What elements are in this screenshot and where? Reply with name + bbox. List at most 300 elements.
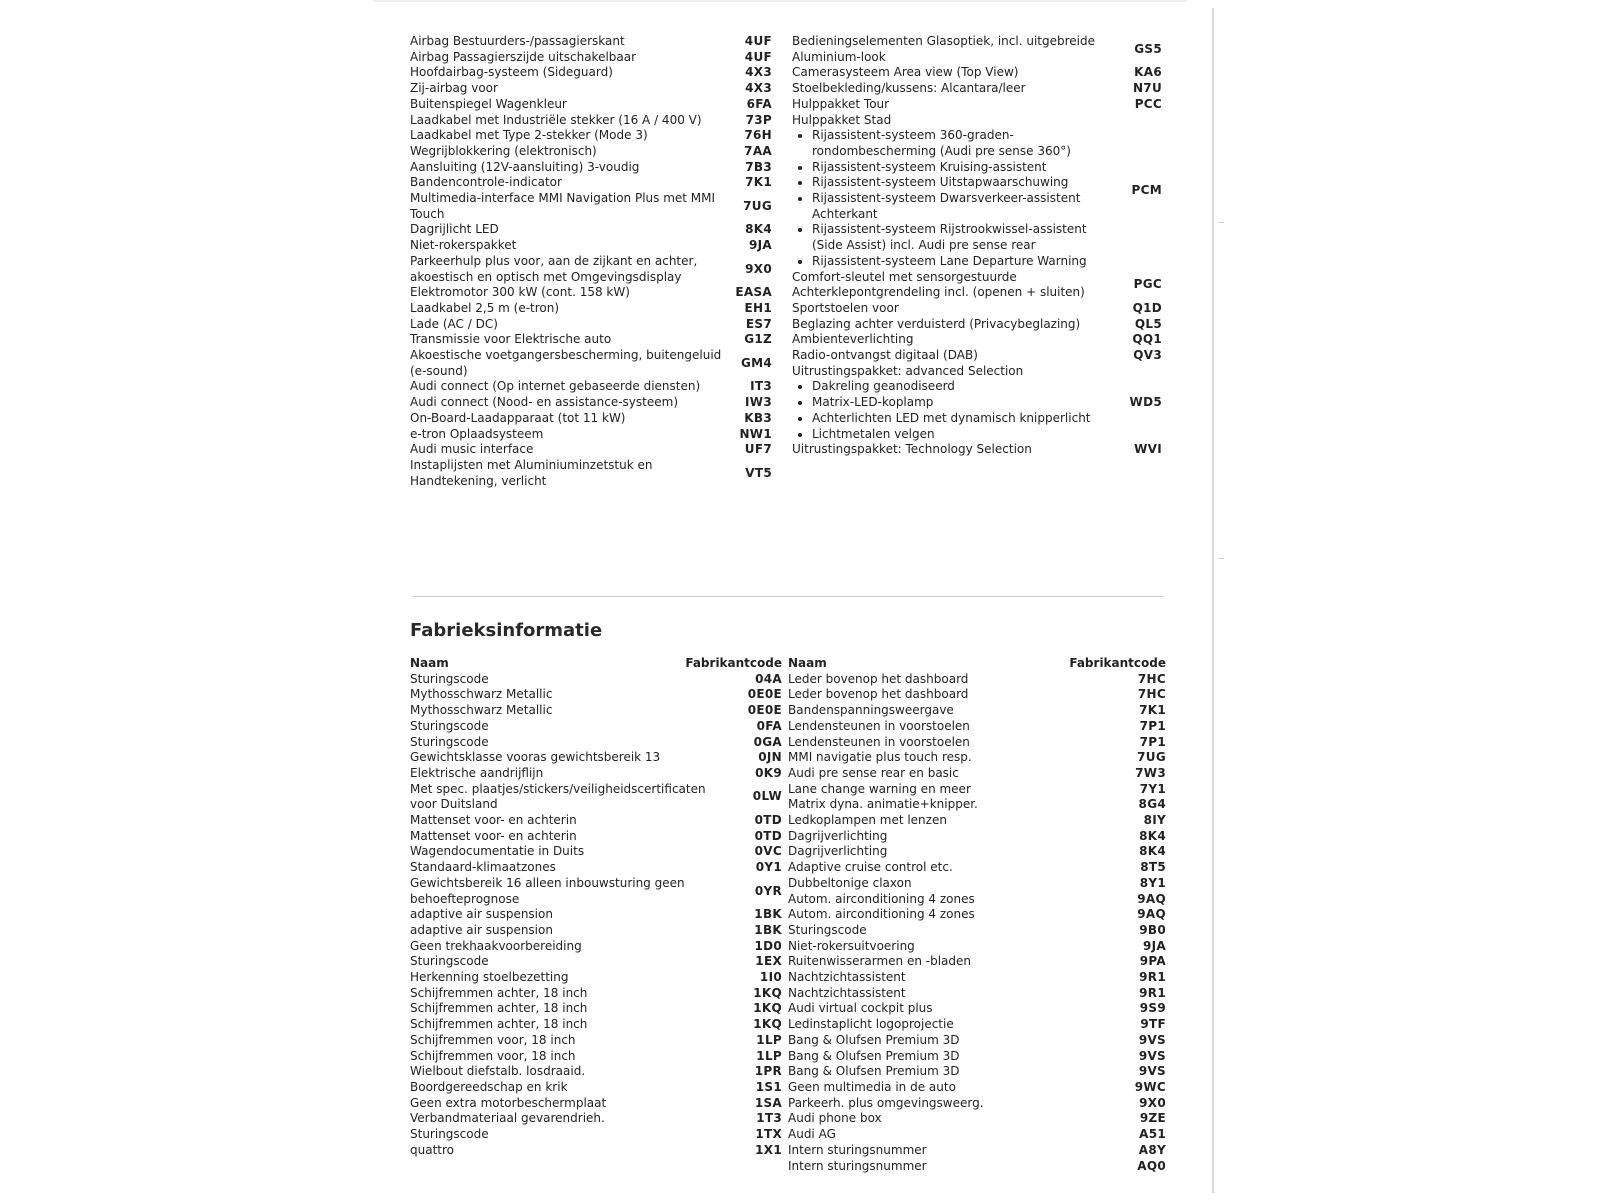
option-text: Hulppakket Tour [792,96,890,111]
option-text: Airbag Passagierszijde uitschakelbaar [410,49,637,64]
manufacturer-code: 9R1 [1139,985,1166,1000]
table-row [788,1064,1166,1080]
option-row [410,254,772,285]
header-name: Naam [410,656,449,670]
manufacturer-code: 8T5 [1140,860,1166,875]
option-code: 9X0 [745,261,772,276]
option-code: 7B3 [745,159,772,174]
option-row [410,411,772,427]
table-row [788,923,1166,939]
manufacturer-code: 9AQ [1137,907,1166,922]
option-code: 7K1 [745,175,772,190]
part-name: Lendensteunen in voorstoelen [788,734,970,749]
manufacturer-code: 7K1 [1139,703,1166,718]
option-code: QL5 [1134,316,1162,331]
part-name: Nachtzichtassistent [788,985,906,1000]
option-text: Sportstoelen voor [792,300,899,315]
option-text: Wegrijblokkering (elektronisch) [410,143,597,158]
option-code: 8K4 [745,222,772,237]
table-row [410,1033,782,1049]
option-name [792,270,1112,301]
option-row [792,65,1162,81]
part-name: Met spec. plaatjes/stickers/veiligheidscertificaten voor Duitsland [410,781,706,812]
part-name: Dubbeltonige claxon [788,875,912,890]
part-name: Parkeerh. plus omgevingsweerg. [788,1095,984,1110]
option-code: 9JA [748,238,772,253]
option-code: KA6 [1134,65,1162,80]
option-code: VT5 [745,465,772,480]
table-row [410,1127,782,1143]
option-text: Uitrustingspakket: advanced Selection [792,363,1024,378]
part-name: MMI navigatie plus touch resp. [788,750,972,765]
option-text: Hulppakket Stad [792,112,892,127]
table-row [410,1001,782,1017]
part-name: Wagendocumentatie in Duits [410,844,585,859]
manufacturer-code: 0JN [758,750,782,765]
manufacturer-code: 9S9 [1139,1001,1166,1016]
table-row [788,782,1166,798]
manufacturer-code: 0Y1 [755,860,782,875]
manufacturer-code: 1I0 [759,970,782,985]
table-row [788,892,1166,908]
table-row [410,860,782,876]
part-name: Intern sturingsnummer [788,1158,927,1173]
option-text: Multimedia-interface MMI Navigation Plus met MMI Touch [410,191,716,221]
option-code: 7UG [743,198,772,213]
table-row [788,1111,1166,1127]
table-row [788,766,1166,782]
option-code: 76H [744,128,772,143]
manufacturer-code: 9TF [1140,1017,1166,1032]
option-row [410,65,772,81]
manufacturer-code: 9X0 [1139,1095,1166,1110]
part-name: Mattenset voor- en achterin [410,813,577,828]
manufacturer-code: 9R1 [1139,970,1166,985]
part-name: Schijfremmen voor, 18 inch [410,1032,576,1047]
manufacturer-code: 1BK [754,922,782,937]
option-row [792,34,1162,65]
option-row [410,160,772,176]
manufacturer-code: 7W3 [1135,765,1166,780]
option-name [410,254,732,285]
option-text: Airbag Bestuurders-/passagierskant [410,34,625,48]
manufacturer-code: 0FA [756,718,782,733]
factory-table-right [788,656,1166,1174]
part-name: Elektrische aandrijflijn [410,765,544,780]
manufacturer-code: 0TD [754,813,782,828]
option-code: 73P [745,112,772,127]
option-code: Q1D [1132,300,1162,315]
manufacturer-code: 1KQ [753,1017,782,1032]
part-name: Lendensteunen in voorstoelen [788,718,970,733]
option-row [410,442,772,458]
option-code: GM4 [740,355,772,370]
part-name: Bandenspanningsweergave [788,703,954,718]
option-name [410,160,732,176]
option-sublist [792,379,1104,442]
part-name: adaptive air suspension [410,907,553,922]
manufacturer-code: 1EX [755,954,782,969]
manufacturer-code: 0LW [752,789,782,804]
manufacturer-code: 9WC [1134,1079,1166,1094]
factory-info-title: Fabrieksinformatie [410,620,603,641]
manufacturer-code: 7HC [1137,687,1166,702]
table-row [788,1017,1166,1033]
option-row [410,332,772,348]
table-row [788,876,1166,892]
table-row [410,1080,782,1096]
document-sheet [406,28,1166,1200]
table-header [410,656,782,672]
table-row [788,844,1166,860]
option-row [410,348,772,379]
manufacturer-code: 1PR [754,1064,782,1079]
option-row [792,270,1162,301]
part-name: Gewichtsklasse vooras gewichtsbereik 13 [410,750,661,765]
part-name: Autom. airconditioning 4 zones [788,907,975,922]
option-row [410,317,772,333]
part-name: adaptive air suspension [410,922,553,937]
table-row [788,1143,1166,1159]
option-text: Zij-airbag voor [410,81,498,96]
manufacturer-code: 1D0 [754,938,782,953]
part-name: Dagrijverlichting [788,828,888,843]
option-text: Comfort-sleutel met sensorgestuurde Achterklepontgrendeling incl. (openen + sluiten) [792,269,1085,300]
option-name [410,191,732,222]
option-subitem: • Dakreling geanodiseerd [812,379,1104,395]
manufacturer-code: 7HC [1137,671,1166,686]
part-name: Leder bovenop het dashboard [788,687,969,702]
table-row [788,970,1166,986]
option-text: Audi connect (Op internet gebaseerde diensten) [410,379,701,394]
manufacturer-code: 9ZE [1139,1111,1166,1126]
option-code: PGC [1133,277,1162,292]
option-code: WVI [1134,442,1162,457]
option-text: Elektromotor 300 kW (cont. 158 kW) [410,285,630,300]
manufacturer-code: 1KQ [753,1001,782,1016]
manufacturer-code: 9AQ [1137,891,1166,906]
manufacturer-code: 1SA [754,1095,782,1110]
option-name [410,442,732,458]
page-edge-mark [1218,222,1224,223]
option-text: Uitrustingspakket: Technology Selection [792,442,1032,457]
option-name [410,411,732,427]
part-name: Lane change warning en meer [788,781,971,796]
option-name [410,97,732,113]
manufacturer-code: 7UG [1137,750,1166,765]
table-row [410,1096,782,1112]
option-name [410,113,732,129]
option-code: QV3 [1133,348,1162,363]
header-name: Naam [788,656,827,670]
option-subitem: • Rijassistent-systeem Kruising-assistent [812,160,1104,176]
part-name: quattro [410,1142,454,1157]
option-code: 4UF [744,49,772,64]
option-name [792,301,1112,317]
table-row [788,1127,1166,1143]
part-name: Schijfremmen voor, 18 inch [410,1048,576,1063]
option-row [792,81,1162,97]
part-name: Matrix dyna. animatie+knipper. [788,797,978,812]
manufacturer-code: 9PA [1139,954,1166,969]
option-name [410,301,732,317]
manufacturer-code: 0E0E [747,687,782,702]
table-row [410,687,782,703]
part-name: Bang & Olufsen Premium 3D [788,1048,960,1063]
option-text: Bedieningselementen Glasoptiek, incl. uitgebreide Aluminium-look [792,34,1095,64]
part-name: Bang & Olufsen Premium 3D [788,1064,960,1079]
options-list-left [410,34,772,489]
table-row [410,876,782,907]
part-name: Schijfremmen achter, 18 inch [410,1017,588,1032]
option-subitem: • Rijassistent-systeem Lane Departure Warning [812,254,1104,270]
manufacturer-code: 04A [755,671,782,686]
option-subitem: • Rijassistent-systeem Uitstapwaarschuwing [812,175,1104,191]
table-row [410,782,782,813]
option-row [792,301,1162,317]
option-code: PCM [1131,183,1162,198]
option-row [410,175,772,191]
option-code: N7U [1132,81,1162,96]
option-row [792,317,1162,333]
manufacturer-code: 8G4 [1138,797,1166,812]
option-row [410,238,772,254]
option-name [410,395,732,411]
manufacturer-code: 0E0E [747,703,782,718]
manufacturer-code: 9B0 [1139,922,1166,937]
options-list-right [792,34,1162,458]
option-code: KB3 [744,410,772,425]
option-code: WD5 [1129,395,1162,410]
table-row [788,797,1166,813]
option-name [410,285,732,301]
option-subitem: • Matrix-LED-koplamp [812,395,1104,411]
option-code: G1Z [744,332,772,347]
table-row [410,703,782,719]
option-code: IT3 [750,379,772,394]
option-name [410,317,732,333]
option-row [410,97,772,113]
option-text: e-tron Oplaadsysteem [410,426,544,441]
option-text: Aansluiting (12V-aansluiting) 3-voudig [410,159,640,174]
part-name: Verbandmateriaal gevarendrieh. [410,1111,605,1126]
option-text: Laadkabel 2,5 m (e-tron) [410,300,560,315]
part-name: Bang & Olufsen Premium 3D [788,1032,960,1047]
manufacturer-code: 0TD [754,828,782,843]
manufacturer-code: 0K9 [755,765,782,780]
option-text: Laadkabel met Type 2-stekker (Mode 3) [410,128,648,143]
manufacturer-code: 0GA [753,734,782,749]
table-row [410,672,782,688]
option-name [410,81,732,97]
option-text: Parkeerhulp plus voor, aan de zijkant en achter, akoestisch en optisch met Omgevingsdisplay [410,253,698,284]
option-row [410,458,772,489]
option-row [410,191,772,222]
option-name [410,379,732,395]
manufacturer-code: 1KQ [753,985,782,1000]
manufacturer-code: 8Y1 [1139,875,1166,890]
part-name: Schijfremmen achter, 18 inch [410,1001,588,1016]
part-name: Leder bovenop het dashboard [788,671,969,686]
option-subitem: • Rijassistent-systeem Dwarsverkeer-assistent Achterkant [812,191,1104,222]
option-subitem: • Achterlichten LED met dynamisch knipperlicht [812,411,1104,427]
part-name: Geen trekhaakvoorbereiding [410,938,582,953]
option-text: Audi music interface [410,442,534,457]
option-text: Audi connect (Nood- en assistance-systeem) [410,395,679,410]
option-row [410,395,772,411]
option-row [410,285,772,301]
option-code: 4X3 [745,81,772,96]
option-text: Hoofdairbag-systeem (Sideguard) [410,65,613,80]
table-row [410,1111,782,1127]
option-text: Radio-ontvangst digitaal (DAB) [792,348,978,363]
table-row [788,1033,1166,1049]
option-text: Beglazing achter verduisterd (Privacybeglazing) [792,316,1081,331]
table-row [788,829,1166,845]
part-name: Wielbout diefstalb. losdraaid. [410,1064,586,1079]
option-text: On-Board-Laadapparaat (tot 11 kW) [410,410,626,425]
table-row [410,1049,782,1065]
option-row [792,332,1162,348]
option-code: 4UF [744,34,772,48]
table-row [410,750,782,766]
table-row [788,939,1166,955]
option-name [792,81,1112,97]
table-header [788,656,1166,672]
option-text: Lade (AC / DC) [410,316,498,331]
part-name: Standaard-klimaatzones [410,860,556,875]
part-name: Audi pre sense rear en basic [788,765,959,780]
manufacturer-code: 1BK [754,907,782,922]
part-name: Audi AG [788,1127,836,1142]
page-edge-mark [1218,558,1224,559]
manufacturer-code: AQ0 [1137,1158,1166,1173]
option-code: PCC [1134,96,1162,111]
option-code: GS5 [1134,41,1162,56]
option-row [792,348,1162,364]
option-name [410,332,732,348]
option-name [410,144,732,160]
manufacturer-code: 9JA [1142,938,1166,953]
part-name: Sturingscode [410,734,489,749]
option-code: 7AA [744,143,772,158]
part-name: Adaptive cruise control etc. [788,860,953,875]
table-row [410,1143,782,1159]
option-text: Niet-rokerspakket [410,238,517,253]
option-code: ES7 [745,316,772,331]
option-row [410,34,772,50]
option-name [410,458,732,489]
option-code: 6FA [746,96,772,111]
part-name: Herkenning stoelbezetting [410,970,569,985]
manufacturer-code: 1LP [756,1032,782,1047]
manufacturer-code: 7P1 [1139,718,1166,733]
option-row [410,144,772,160]
option-name [410,50,732,66]
table-row [788,1049,1166,1065]
table-row [410,954,782,970]
table-row [788,1096,1166,1112]
table-row [788,735,1166,751]
option-subitem: • Rijassistent-systeem 360-graden-rondombescherming (Audi pre sense 360°) [812,128,1104,159]
option-text: Akoestische voetgangersbescherming, buitengeluid (e-sound) [410,348,722,378]
option-code: EASA [735,285,772,300]
part-name: Intern sturingsnummer [788,1142,927,1157]
part-name: Sturingscode [410,671,489,686]
part-name: Autom. airconditioning 4 zones [788,891,975,906]
part-name: Sturingscode [410,1127,489,1142]
option-row [792,113,1162,270]
option-code: IW3 [745,395,772,410]
option-name [792,332,1112,348]
table-row [410,986,782,1002]
option-name [410,175,732,191]
option-row [410,427,772,443]
manufacturer-code: 9VS [1138,1032,1166,1047]
option-name [792,113,1112,270]
option-sublist [792,128,1104,269]
part-name: Sturingscode [410,718,489,733]
manufacturer-code: 7P1 [1139,734,1166,749]
part-name: Ledinstaplicht logoprojectie [788,1017,954,1032]
part-name: Audi phone box [788,1111,882,1126]
manufacturer-code: 0YR [754,883,782,898]
table-row [410,970,782,986]
table-row [788,703,1166,719]
option-name [410,222,732,238]
table-row [410,907,782,923]
table-row [788,1001,1166,1017]
manufacturer-code: 8K4 [1139,828,1166,843]
option-row [792,364,1162,443]
option-text: Ambienteverlichting [792,332,914,347]
manufacturer-code: A51 [1139,1127,1166,1142]
option-name [792,34,1112,65]
table-row [788,672,1166,688]
option-subitem: • Rijassistent-systeem Rijstrookwissel-assistent (Side Assist) incl. Audi pre sense rear [812,222,1104,253]
table-row [410,939,782,955]
table-row [788,986,1166,1002]
header-code: Fabrikantcode [1069,656,1166,670]
table-row [410,1064,782,1080]
option-name [792,97,1112,113]
option-name [410,128,732,144]
manufacturer-code: 1LP [756,1048,782,1063]
option-name [410,65,732,81]
option-name [792,364,1112,443]
option-name [410,238,732,254]
option-row [410,301,772,317]
table-row [788,860,1166,876]
table-row [788,907,1166,923]
option-name [410,348,732,379]
manufacturer-code: 8K4 [1139,844,1166,859]
manufacturer-code: 1TX [755,1127,782,1142]
option-subitem: • Lichtmetalen velgen [812,427,1104,443]
part-name: Geen extra motorbeschermplaat [410,1095,607,1110]
option-text: Instaplijsten met Aluminiuminzetstuk en Handtekening, verlicht [410,457,653,488]
part-name: Ledkoplampen met lenzen [788,813,947,828]
option-name [792,317,1112,333]
table-row [410,735,782,751]
manufacturer-code: 7Y1 [1139,781,1166,796]
part-name: Mattenset voor- en achterin [410,828,577,843]
manufacturer-code: 8IY [1143,813,1166,828]
part-name: Sturingscode [788,922,867,937]
manufacturer-code: 9VS [1138,1048,1166,1063]
part-name: Gewichtsbereik 16 alleen inbouwsturing geen behoefteprognose [410,875,685,906]
option-code: EH1 [744,300,772,315]
